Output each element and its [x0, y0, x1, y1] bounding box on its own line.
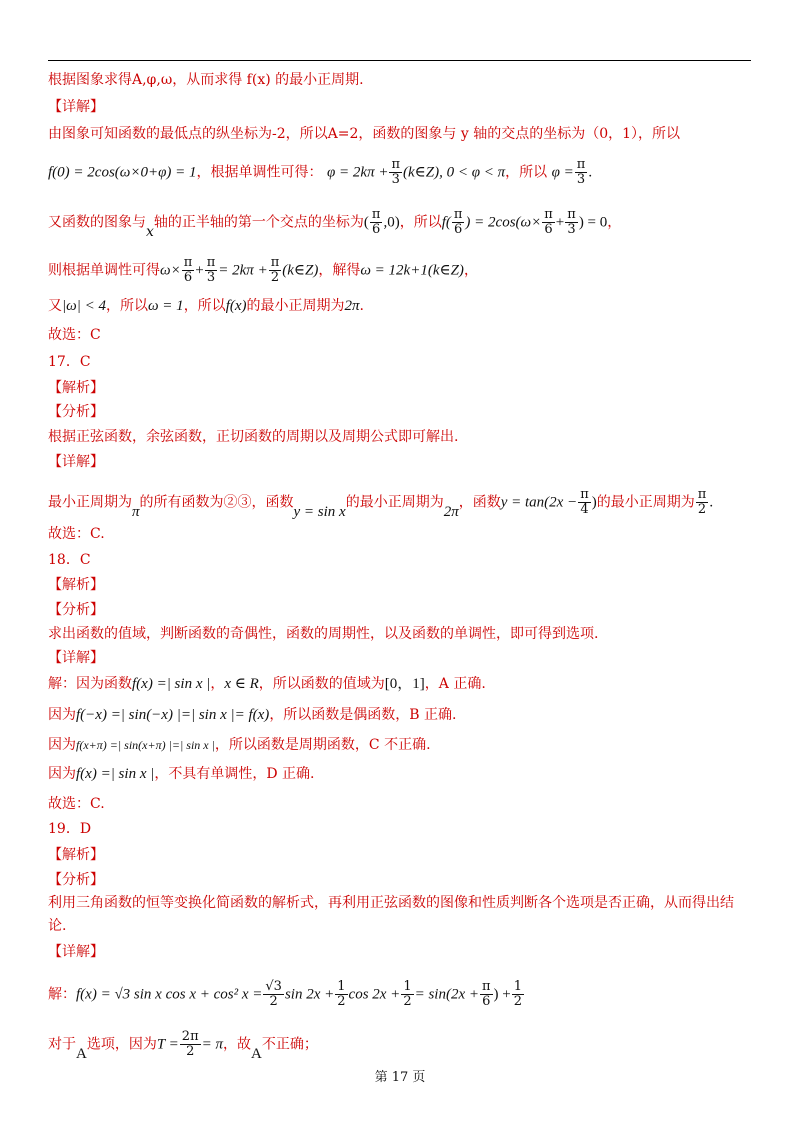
section-detail: 【详解】 — [48, 944, 104, 960]
section-detail: 【详解】 — [48, 454, 104, 470]
section-analysis: 【解析】 — [48, 577, 104, 593]
line-1: 根据图象求得A,φ,ω，从而求得 f(x) 的最小正周期. — [48, 72, 364, 88]
q17-heading: 17．C — [48, 354, 91, 370]
header-rule — [48, 60, 751, 61]
section-detail: 【详解】 — [48, 650, 104, 666]
line-3: 由图象可知函数的最低点的纵坐标为-2，所以A=2，函数的图象与 y 轴的交点的坐标为（0，1），所以 — [48, 126, 681, 142]
line-32: 解：f(x) = √3 sin x cos x + cos² x = $\frac{√3}{2}$ sin 2x + $\frac{1}{2}$ cos 2x + $\frac{1}{2}$ = sin(2x + $\frac{\pi}{6}$ ) + $\frac{1}{2}$ — [48, 979, 523, 1009]
q19-heading: 19．D — [48, 821, 92, 837]
line-30: 论. — [48, 918, 67, 934]
line-24: 因为f(x) =| sin x |，不具有单调性，D 正确. — [48, 766, 315, 782]
answer-line: 故选：C — [48, 327, 101, 343]
line-29: 利用三角函数的恒等变换化简函数的解析式，再利用正弦函数的图像和性质判断各个选项是否正确，从而得出结 — [48, 895, 734, 911]
section-analysis: 【解析】 — [48, 380, 104, 396]
line-5: 又函数的图象与x轴的正半轴的第一个交点的坐标为( $\frac{\pi}{6}$ ,0)，所以f( $\frac{\pi}{6}$ ) = 2cos(ω× $\frac{\pi}{6}$ + $\frac{\pi}{3}$ ) = 0， — [48, 207, 622, 240]
line-6: 则根据单调性可得ω× $\frac{\pi}{6}$ + $\frac{\pi}{3}$ = 2kπ + $\frac{\pi}{2}$ (k∈Z)，解得ω = 12k+1(k∈Z)， — [48, 255, 478, 285]
section-fenxi: 【分析】 — [48, 602, 104, 618]
section-fenxi: 【分析】 — [48, 872, 104, 888]
q18-heading: 18．C — [48, 552, 91, 568]
section-detail: 【详解】 — [48, 99, 104, 115]
section-fenxi: 【分析】 — [48, 404, 104, 420]
line-12: 根据正弦函数，余弦函数，正切函数的周期以及周期公式即可解出. — [48, 429, 459, 445]
line-23: 因为f(x+π) =| sin(x+π) |=| sin x |，所以函数是周期函数，C 不正确. — [48, 737, 431, 753]
answer-line: 故选：C. — [48, 526, 105, 542]
line-14: 最小正周期为π的所有函数为②③，函数y = sin x的最小正周期为2π，函数y = tan(2x − $\frac{\pi}{4}$ )的最小正周期为 $\frac{\pi}{2}$ . — [48, 487, 714, 520]
line-22: 因为f(−x) =| sin(−x) |=| sin x |= f(x)，所以函数是偶函数，B 正确. — [48, 707, 457, 723]
line-4: f(0) = 2cos(ω×0+φ) = 1，根据单调性可得： φ = 2kπ + $\frac{\pi}{3}$ (k∈Z), 0 < φ < π，所以 φ = $\frac{\pi}{3}$ . — [48, 157, 593, 187]
section-analysis: 【解析】 — [48, 847, 104, 863]
line-21: 解：因为函数f(x) =| sin x |，x ∈ R，所以函数的值域为[0，1]，A 正确. — [48, 676, 486, 692]
answer-line: 故选：C. — [48, 796, 105, 812]
line-19: 求出函数的值域，判断函数的奇偶性，函数的周期性，以及函数的单调性，即可得到选项. — [48, 626, 599, 642]
line-7: 又|ω| < 4，所以ω = 1，所以f(x)的最小正周期为2π. — [48, 298, 364, 314]
page-number: 第 17 页 — [374, 1070, 426, 1085]
line-33: 对于A选项，因为T = $\frac{2\pi}{2}$ = π，故A不正确； — [48, 1029, 318, 1062]
